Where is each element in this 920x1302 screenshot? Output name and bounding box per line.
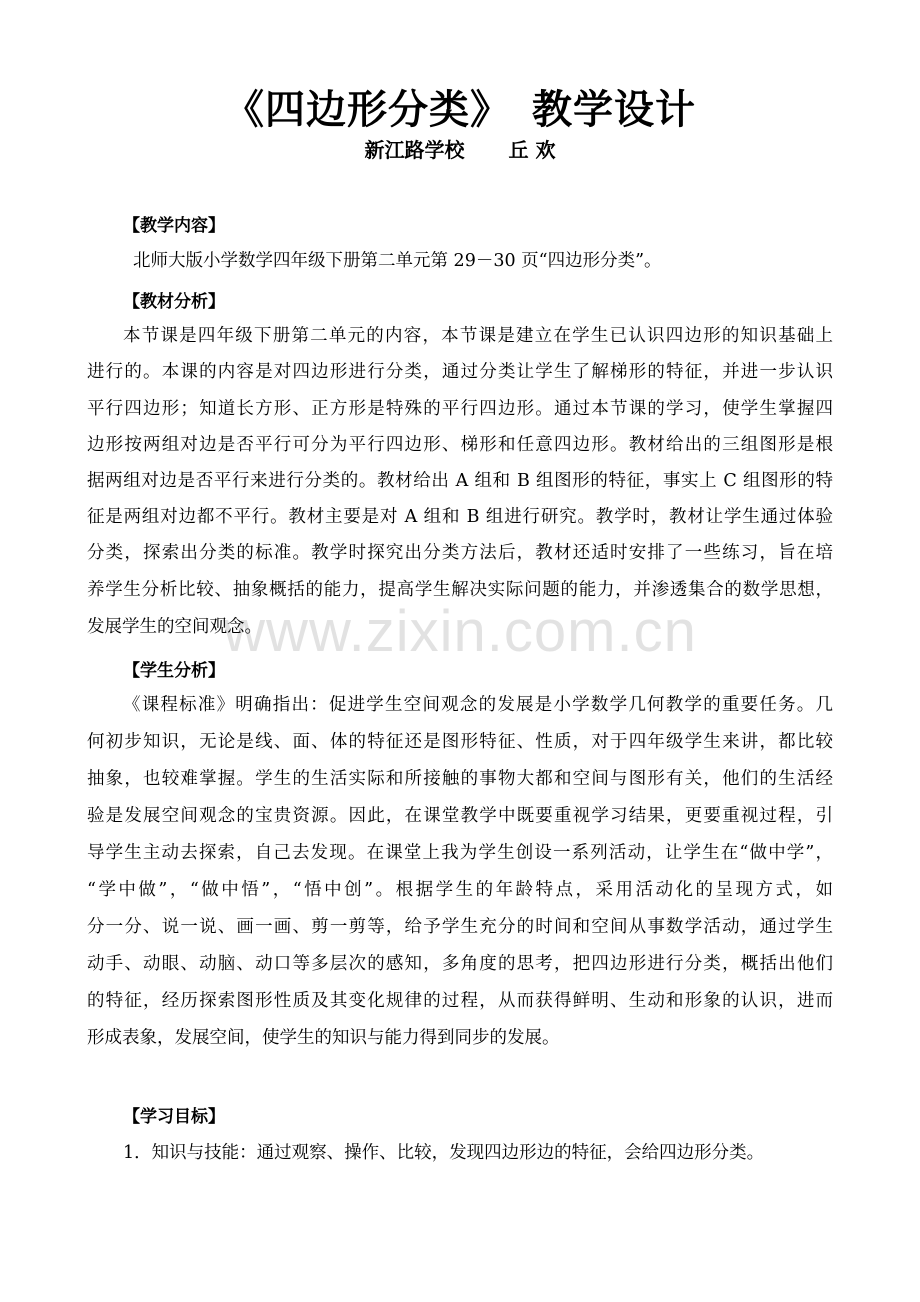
byline xyxy=(0,134,920,163)
paragraph-line: 征是两组对边都不平行。教材主要是对 A 组和 B 组进行研究。教学时，教材让学生通过体验 xyxy=(87,507,833,527)
objective-item: 1．知识与技能：通过观察、操作、比较，发现四边形边的特征，会给四边形分类。 xyxy=(123,1143,765,1163)
paragraph-line: 边形按两组对边是否平行可分为平行四边形、梯形和任意四边形。教材给出的三组图形是根 xyxy=(87,435,833,455)
watermark: www.zixin.com.cn xyxy=(223,599,697,664)
paragraph-line: 养学生分析比较、抽象概括的能力，提高学生解决实际问题的能力，并渗透集合的数学思想， xyxy=(87,580,833,600)
paragraph-line: 抽象，也较难掌握。学生的生活实际和所接触的事物大都和空间与图形有关，他们的生活经 xyxy=(87,769,833,789)
paragraph-line: 《课程标准》明确指出：促进学生空间观念的发展是小学数学几何教学的重要任务。几 xyxy=(123,695,833,715)
paragraph-line: 导学生主动去探索，自己去发现。在课堂上我为学生创设一系列活动，让学生在“做中学”， xyxy=(87,843,833,863)
paragraph-line: 的特征，经历探索图形性质及其变化规律的过程，从而获得鲜明、生动和形象的认识，进而 xyxy=(87,991,833,1011)
author-name: 丘 欢 xyxy=(508,138,556,162)
paragraph-line: 分一分、说一说、画一画、剪一剪等，给予学生充分的时间和空间从事数学活动，通过学生 xyxy=(87,917,833,937)
paragraph-line: 验是发展空间观念的宝贵资源。因此，在课堂教学中既要重视学习结果，更要重视过程，引 xyxy=(87,806,833,826)
paragraph-line: 据两组对边是否平行来进行分类的。教材给出 A 组和 B 组图形的特征，事实上 C 组图形的特 xyxy=(87,471,833,491)
section-heading-objectives: 【学习目标】 xyxy=(123,1107,225,1127)
section-heading-content: 【教学内容】 xyxy=(123,216,225,236)
paragraph-line: 形成表象，发展空间，使学生的知识与能力得到同步的发展。 xyxy=(87,1028,560,1048)
paragraph-line: 动手、动眼、动脑、动口等多层次的感知，多角度的思考，把四边形进行分类，概括出他们 xyxy=(87,954,833,974)
paragraph-line: 本节课是四年级下册第二单元的内容，本节课是建立在学生已认识四边形的知识基础上 xyxy=(123,326,833,346)
document-title: 《四边形分类》 教学设计 xyxy=(224,86,696,133)
section-heading-students: 【学生分析】 xyxy=(123,661,225,681)
paragraph-line: 平行四边形；知道长方形、正方形是特殊的平行四边形。通过本节课的学习，使学生掌握四 xyxy=(87,399,833,419)
paragraph-line: 进行的。本课的内容是对四边形进行分类，通过分类让学生了解梯形的特征，并进一步认识 xyxy=(87,362,833,382)
school-name: 新江路学校 xyxy=(364,138,465,162)
paragraph-line: 分类，探索出分类的标准。教学时探究出分类方法后，教材还适时安排了一些练习，旨在培 xyxy=(87,543,833,563)
paragraph-line: 何初步知识，无论是线、面、体的特征还是图形特征、性质，对于四年级学生来讲，都比较 xyxy=(87,732,833,752)
section-heading-material: 【教材分析】 xyxy=(123,292,225,312)
paragraph-line: 发展学生的空间观念。 xyxy=(87,617,262,637)
content-text: 北师大版小学数学四年级下册第二单元第 29－30 页“四边形分类”。 xyxy=(133,251,662,271)
paragraph-line: “学中做”，“做中悟”，“悟中创”。根据学生的年龄特点，采用活动化的呈现方式，如 xyxy=(87,880,833,900)
